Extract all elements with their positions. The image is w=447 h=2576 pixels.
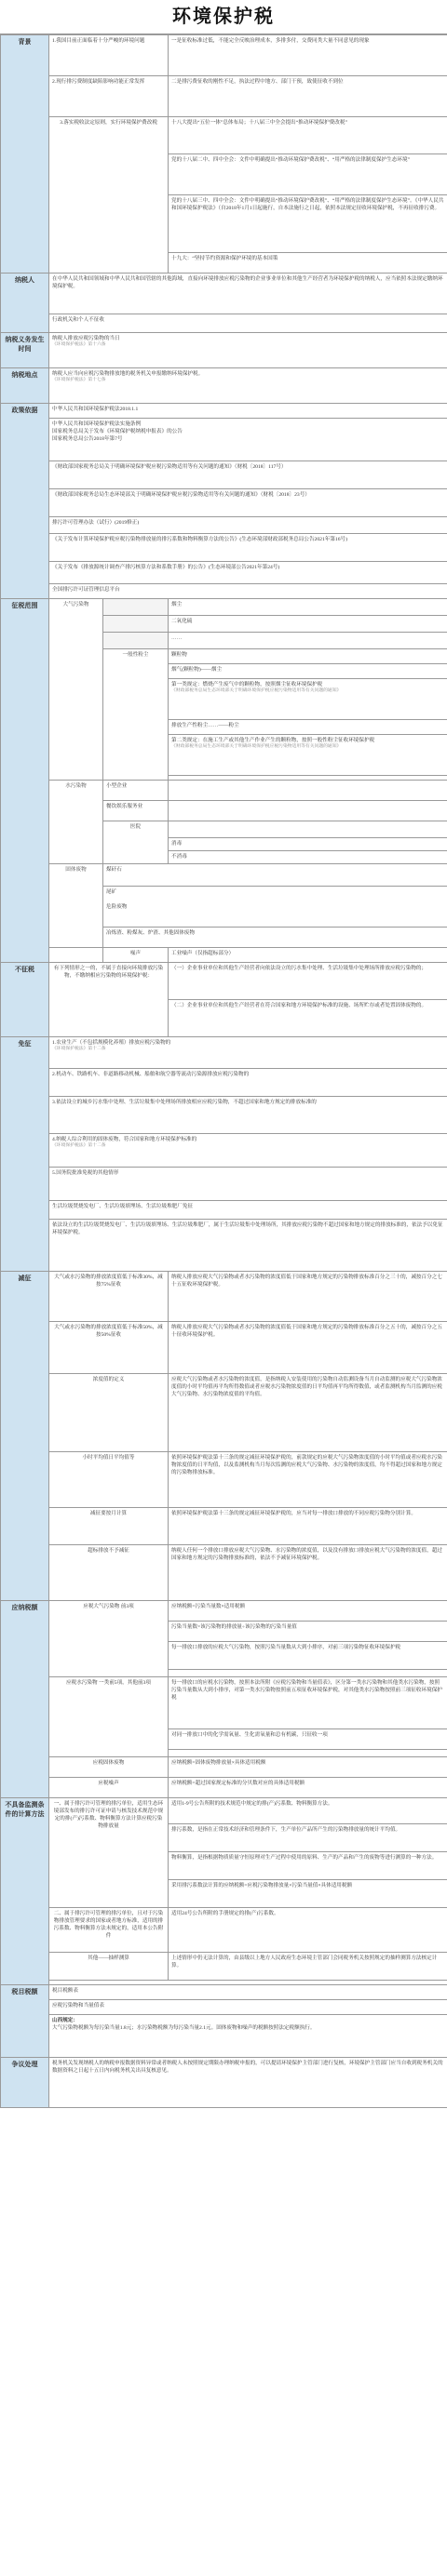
scope-air-item-6: 第一类规定：燃烧产生废气中的颗粒物，按照烟尘征收环境保护税 bbox=[171, 682, 323, 687]
scope-air-item-7: 排放生产性粉尘……——粉尘 bbox=[169, 720, 447, 735]
taxable-row-4: 每一排放口的应税水污染物，按照本法所附《应税污染物和当量值表》，区分第一类水污染物和其他类水污染物，按照污染当量数从大到小排序，对第一类水污染物按照前五项征收环境保护税，对其他类水污染物按照前三项征收环境保护税 bbox=[169, 1677, 447, 1729]
exempt-note-1: 《环境保护税法》第十二条 bbox=[52, 1047, 106, 1052]
taxable-air-label: 应税大气污染物 前3项 bbox=[49, 1601, 169, 1677]
scope-air-item-3: …… bbox=[169, 633, 447, 649]
method-case-2: 二、属于排污许可管理的排污单位，且对于污染物排放管理要求的国家或者地方标准，适用的排污系数、物料衡算方法未规定的，适用本公告附件 bbox=[49, 1908, 169, 1953]
reduce-item-4: 小时平均值日平均值等 bbox=[49, 1452, 169, 1508]
scope-solid-item-3: 危险废物 bbox=[106, 904, 128, 911]
policy-item-7: 《关于发布《排放源统计调查产排污核算方法和系数手册》的公告》(生态环境部公告2021年第24号) bbox=[49, 562, 447, 584]
exempt-item-6: 生活垃圾焚烧发电厂、生活垃圾填埋场、生活垃圾堆肥厂免征 bbox=[49, 1201, 447, 1220]
method-text-6: 上述情形中仍无法计算的，由县级以上地方人民政府生态环境主管部门会同税务机关按照规定的抽样测算方法核定计算。 bbox=[169, 1953, 447, 1981]
policy-item-6: 《关于发布计算环境保护税应税污染物排放量的排污系数和物料衡算方法的公告》(生态环境部财政部税务总局公告2021年第16号) bbox=[49, 534, 447, 562]
taxable-row-5: 对同一排放口中的化学需氧量、生化需氧量和总有机碳，只征收一项 bbox=[169, 1729, 447, 1750]
method-case-1: 一、属于排污许可管理的排污单位，适用生态环境部发布的排污许可证申请与核发技术规范中规定的排(产)污系数、物料衡算方法计算应税污染物排放量 bbox=[49, 1798, 169, 1908]
background-event-2: 党的十八届二中、四中全会：文件中明确提出“推动环境保护费改税”、“用严格的法律制度保护生态环境” bbox=[169, 154, 447, 195]
reduce-text-3: 应税大气污染物或者水污染物的浓度值，是指纳税人安装使用的污染物自动监测设备当月自动监测的应税大气污染物浓度值的小时平均值再平均所得数值或者应税水污染物浓度值的日平均值再平均所得数值，或者监测机构当月监测的应税大气污染物、水污染物浓度值的平均值。 bbox=[169, 1374, 447, 1452]
background-item-4: 3.落实税收法定原则，实行环境保护费改税 bbox=[49, 117, 169, 274]
policy-item-1: 中华人民共和国环境保护税法2018.1.1 bbox=[49, 404, 447, 419]
scope-air-dust-label: 一般性粉尘 bbox=[103, 649, 169, 781]
declare-item-1: 税目税额表 bbox=[49, 1985, 447, 2000]
exempt-item-2: 2.机动车、铁路机车、非道路移动机械、船舶和航空器等流动污染源排放应税污染物的 bbox=[49, 1069, 447, 1097]
location-note: 《环境保护税法》第十七条 bbox=[52, 378, 106, 383]
scope-air-label: 大气污染物 bbox=[49, 599, 103, 781]
declare-text-title: 山西规定： bbox=[52, 2018, 78, 2023]
method-text-3: 物料衡算，是指根据物质质量守恒原理对生产过程中使用的原料、生产的产品和产生的废物等进行测算的一种方法。 bbox=[169, 1852, 447, 1880]
scope-water-item-5: 不消毒 bbox=[169, 851, 447, 864]
scope-noise-label: 噪声 bbox=[103, 948, 169, 963]
timing-text: 纳税人排放应税污染物的当日 bbox=[52, 336, 120, 341]
section-exempt: 免征 bbox=[1, 1037, 49, 1272]
background-problem-1: 一是征收标准过低，不能完全反映治理成本，多排多付，交费同类大量不同意见的现象 bbox=[169, 35, 447, 76]
scope-water-item-2: 餐饮娱乐服务业 bbox=[103, 801, 169, 821]
scope-water-label: 水污染物 bbox=[49, 781, 103, 864]
reduce-item-2: 大气或水污染物的排放浓度值低于标准50%，减按50%征收 bbox=[49, 1322, 169, 1374]
background-event-4: 十九大：“坚持节约资源和保护环境的基本国策 bbox=[169, 253, 447, 274]
scope-solid-item-2: 尾矿 bbox=[106, 889, 117, 895]
scope-air-note-2: 《财政部税务总局生态环境部关于明确环境保护税应税污染物适用等有关问题的通知》 bbox=[171, 744, 342, 750]
taxpayer-text: 在中华人民共和国领域和中华人民共和国管辖的其他海域，直接向环境排放应税污染物的企业事业单位和其他生产经营者为环境保护税的纳税人，应当依照本法规定缴纳环境保护税。 bbox=[49, 274, 447, 314]
timing-note: 《环境保护税法》第十六条 bbox=[52, 342, 106, 348]
reduce-item-1: 大气或水污染物的排放浓度值低于标准30%，减按75%征收 bbox=[49, 1272, 169, 1322]
reduce-text-4: 依照环境保护税法第十三条的规定减征环境保护税的，前款规定的应税大气污染物浓度值的小时平均值或者应税水污染物浓度值的日平均值，以及监测机构当月每次监测的应税大气污染物、水污染物的浓度值，均不得超过国家和地方规定的污染物排放标准。 bbox=[169, 1452, 447, 1508]
reduce-item-6: 超标排放不予减征 bbox=[49, 1545, 169, 1601]
scope-air-item-1: 烟尘 bbox=[169, 599, 447, 616]
section-nontax: 不征税 bbox=[1, 963, 49, 1037]
taxpayer-extra: 行政机关和个人不征收 bbox=[49, 314, 447, 333]
section-policy: 政策依据 bbox=[1, 404, 49, 599]
taxable-noise-label: 应税噪声 bbox=[49, 1778, 169, 1798]
exempt-note-2: 《环境保护税法》第十二条 bbox=[52, 1143, 106, 1149]
policy-item-8: 全国排污许可证管理信息平台 bbox=[49, 584, 447, 599]
taxable-row-7: 应纳税额=超过国家规定标准的分贝数对应的具体适用税额 bbox=[169, 1778, 447, 1798]
exempt-item-1: 1.农业生产（不包括规模化养殖）排放应税污染物的 bbox=[52, 1040, 171, 1046]
dispute-text: 税务机关发现纳税人的纳税申报数据资料异常或者纳税人未按照规定期限办理纳税申报的，可以提请环境保护主管部门进行复核，环境保护主管部门应当自收到税务机关的数据资料之日起十五日内向税务机关出具复核意见。 bbox=[49, 2058, 447, 2108]
taxable-row-3: 每一排放口排放的应税大气污染物，按照污染当量数从大到小排序，对前三项污染物征收环境保护税 bbox=[169, 1642, 447, 1670]
background-item-2: 2.现行排污费制度缺陷影响功能正常发挥 bbox=[49, 76, 169, 117]
exempt-extra: 依法设立的生活垃圾焚烧发电厂、生活垃圾填埋场、生活垃圾堆肥厂，属于生活垃圾集中处理场所，其排放应税污染物不超过国家和地方规定的排放标准的，依法予以免征环境保护税。 bbox=[49, 1220, 447, 1272]
scope-solid-item-4: 冶炼渣、粉煤灰、炉渣、其他固体废物 bbox=[103, 928, 447, 948]
scope-air-item-5: 烟气(颗粒物)——烟尘 bbox=[169, 664, 447, 679]
reduce-text-2: 纳税人排放应税大气污染物或者水污染物的浓度值低于国家和地方规定的污染物排放标准百分之五十的，减按百分之五十征收环境保护税。 bbox=[169, 1322, 447, 1374]
location-text: 纳税人应当向应税污染物排放地的税务机关申报缴纳环境保护税。 bbox=[52, 371, 204, 377]
reduce-item-3: 浓度值的定义 bbox=[49, 1374, 169, 1452]
section-timing: 纳税义务发生时间 bbox=[1, 333, 49, 368]
section-declare: 税目税额 bbox=[1, 1985, 49, 2058]
taxable-row-6: 应纳税额=固体废物排放量×具体适用税额 bbox=[169, 1757, 447, 1778]
method-text-4: 采用排污系数法计算的应纳税额=应税污染物排放量×污染当量值×具体适用税额 bbox=[169, 1880, 447, 1908]
taxable-water-label: 应税水污染物 一类前5项，其他前3项 bbox=[49, 1677, 169, 1757]
reduce-text-1: 纳税人排放应税大气污染物或者水污染物的浓度值低于国家和地方规定的污染物排放标准百分之三十的，减按百分之七十五征收环境保护税。 bbox=[169, 1272, 447, 1322]
declare-item-2: 应税污染物和当量值表 bbox=[49, 2000, 447, 2015]
nontax-item-1: （一）企业事业单位和其他生产经营者向依法设立的污水集中处理、生活垃圾集中处理场所排放应税污染物的； bbox=[169, 963, 447, 1000]
reduce-text-5: 依照环境保护税法第十三条的规定减征环境保护税的，应当对每一排放口排放的不同应税污染物分别计算。 bbox=[169, 1508, 447, 1545]
section-location: 纳税地点 bbox=[1, 368, 49, 404]
page-title: 环境保护税 bbox=[0, 0, 447, 34]
reduce-item-5: 减征要按月计算 bbox=[49, 1508, 169, 1545]
background-event-1: 十八大提出“五位一体”总体布局；十八届三中全会提出“推动环境保护费改税” bbox=[169, 117, 447, 154]
policy-item-2: 中华人民共和国环境保护税法实施条例 国家税务总局关于发布《环境保护税纳税申报表》的公告 国家税务总局公告2018年第7号 bbox=[49, 419, 447, 461]
nontax-item-2: （二）企业事业单位和其他生产经营者在符合国家和地方环境保护标准的设施、场所贮存或者处置固体废物的。 bbox=[169, 1000, 447, 1037]
declare-text: 大气污染物税额为每污染当量1.8元；水污染物税额为每污染当量2.1元。固体废物和噪声的税额按照法定税额执行。 bbox=[52, 2025, 316, 2032]
reduce-text-6: 纳税人任何一个排放口排放应税大气污染物、水污染物的浓度值，以及没有排放口排放应税大气污染物的浓度值，超过国家和地方规定的污染物排放标准的，依法不予减征环境保护税。 bbox=[169, 1545, 447, 1601]
section-background: 背景 bbox=[1, 35, 49, 274]
scope-solid-item-1: 煤矸石 bbox=[103, 864, 447, 887]
section-reduce: 减征 bbox=[1, 1272, 49, 1601]
section-taxpayer: 纳税人 bbox=[1, 274, 49, 333]
tax-table bbox=[0, 34, 447, 2108]
scope-water-item-4: 消毒 bbox=[169, 838, 447, 851]
scope-air-item-4: 颗粒物 bbox=[169, 649, 447, 664]
scope-water-item-3: 医院 bbox=[103, 821, 169, 864]
taxable-row-1: 应纳税额=污染当量数×适用税额 bbox=[169, 1601, 447, 1622]
section-method: 不具备监测条件的计算方法 bbox=[1, 1798, 49, 1985]
method-other: 其他——抽样测算 bbox=[49, 1953, 169, 1981]
section-dispute: 争议处理 bbox=[1, 2058, 49, 2108]
background-event-3: 党的十八届三中、四中全会：文件中明确提出“推动环境保护费改税”、“用严格的法律制度保护生态环境”。《中华人民共和国环境保护税法》（自2018年1月1日起施行，自本法施行之日起，依照本法规定征收环境保护税，不再征收排污费。 bbox=[169, 195, 447, 253]
scope-solid-label: 固体废物 bbox=[49, 864, 103, 948]
scope-air-item-8: 第二类规定：在施工生产或其他生产作业产生的颗粒物，按照一般性粉尘征收环境保护税 bbox=[171, 738, 375, 743]
policy-item-5: 排污许可管理办法（试行）(2019修正) bbox=[49, 517, 447, 534]
policy-item-3: 《财政部国家税务总局关于明确环境保护税应税污染物适用等有关问题的通知》（财税〔2018〕117号） bbox=[49, 461, 447, 489]
taxable-solid-label: 应税固体废物 bbox=[49, 1757, 169, 1778]
exempt-item-4: 4.纳税人综合利用的固体废物，符合国家和地方环境保护标准的 bbox=[52, 1137, 197, 1142]
method-text-2: 排污系数，是指在正常技术经济和管理条件下，生产单位产品所产生的污染物排放量的统计平均值。 bbox=[169, 1824, 447, 1852]
scope-noise-text: 工业噪声（仅指超标部分） bbox=[169, 948, 447, 963]
method-text-5: 适用24号公告所附的手册规定的排(产)污系数。 bbox=[169, 1908, 447, 1953]
scope-air-item-2: 二氧化硫 bbox=[169, 616, 447, 633]
taxable-row-2: 污染当量数=该污染物的排放量÷该污染物的污染当量值 bbox=[169, 1622, 447, 1642]
background-item-1: 1.我国目前正面临着十分严峻的环境问题 bbox=[49, 35, 169, 76]
section-scope: 征税范围 bbox=[1, 599, 49, 963]
scope-water-item-1: 小型企业 bbox=[103, 781, 169, 801]
section-taxable: 应纳税额 bbox=[1, 1601, 49, 1798]
method-text-1: 适用1-9号公告所附的技术规范中规定的排(产)污系数、物料衡算方法。 bbox=[169, 1798, 447, 1824]
policy-item-4: 《财政部国家税务总局生态环境部关于明确环境保护税应税污染物适用等有关问题的通知》（财税〔2018〕23号） bbox=[49, 489, 447, 517]
exempt-item-3: 3.依法设立的城乡污水集中处理、生活垃圾集中处理场所排放相应应税污染物，不超过国家和地方规定的排放标准的 bbox=[49, 1097, 447, 1134]
background-problem-2: 二是排污费征收的刚性不足，执法过程中地方、部门干预，致使征收不到位 bbox=[169, 76, 447, 117]
scope-air-note-1: 《财政部税务总局生态环境部关于明确环境保护税应税污染物适用等有关问题的通知》 bbox=[171, 688, 342, 694]
exempt-item-5: 5.国务院批准免税的其他情形 bbox=[49, 1168, 447, 1201]
nontax-left: 有下列情形之一的，不属于直接向环境排放污染物，不缴纳相应污染物的环境保护税： bbox=[49, 963, 169, 1037]
